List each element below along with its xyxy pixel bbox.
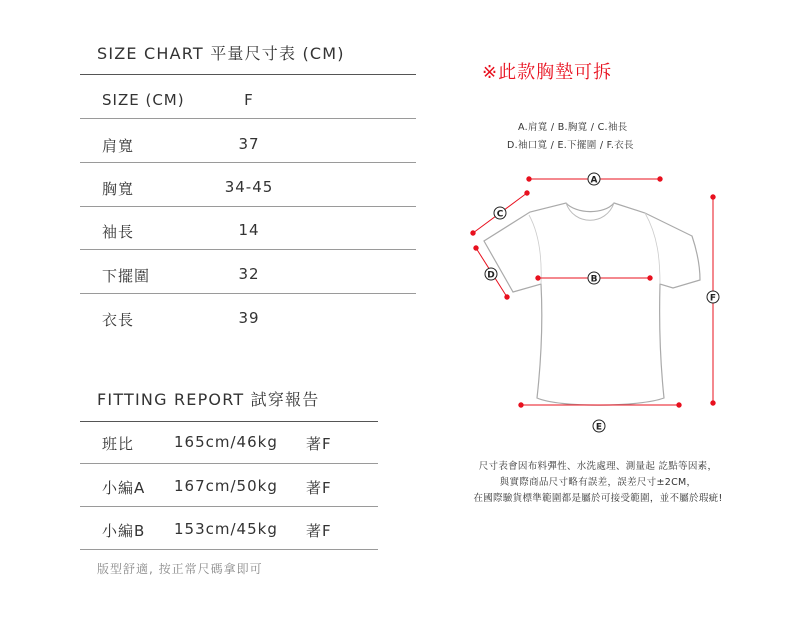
tshirt-seam: [645, 213, 660, 284]
fitting-name: 小編A: [102, 479, 146, 497]
disclaimer-line: 在國際驗貨標準範圍都是屬於可接受範圍，並不屬於瑕疵!: [473, 493, 723, 504]
disclaimer-line: 尺寸表會因布料彈性、水洗處理、測量起 訖點等因素，: [478, 461, 718, 472]
marker-b: B: [590, 274, 598, 285]
fitting-size: 著F: [306, 522, 332, 540]
measure-dot: [648, 276, 652, 280]
size-row-value: 32: [238, 265, 260, 283]
legend-line: D.袖口寬 / E.下擺圍 / F.衣長: [507, 140, 634, 151]
marker-d: D: [487, 270, 495, 281]
size-row-label: 袖長: [102, 223, 135, 241]
fitting-name: 小編B: [102, 522, 146, 540]
legend-line: A.肩寬 / B.胸寬 / C.袖長: [518, 122, 628, 133]
size-row-label: 衣長: [102, 311, 135, 329]
size-row-value: 34-45: [224, 178, 274, 196]
size-row-value: 37: [238, 135, 260, 153]
measure-dot: [527, 177, 531, 181]
size-row-value: 14: [238, 221, 260, 239]
marker-f: F: [709, 293, 717, 304]
size-row-value: 39: [238, 309, 260, 327]
fitting-size: 著F: [306, 479, 332, 497]
fitting-report-title: FITTING REPORT 試穿報告: [97, 390, 320, 409]
marker-c: C: [496, 209, 504, 220]
fitting-stats: 167cm/50kg: [174, 477, 278, 495]
measure-dot: [658, 177, 662, 181]
measure-dot: [519, 403, 523, 407]
measure-dot: [711, 195, 715, 199]
marker-e: E: [595, 422, 603, 433]
fitting-stats: 153cm/45kg: [174, 520, 278, 538]
measure-dot: [536, 276, 540, 280]
size-chart-title: SIZE CHART 平量尺寸表 (CM): [97, 44, 345, 63]
tshirt-outline: [484, 203, 700, 405]
size-row-label: 肩寬: [102, 137, 135, 155]
marker-a: A: [590, 175, 598, 186]
measure-dot: [677, 403, 681, 407]
fitting-size: 著F: [306, 435, 332, 453]
disclaimer-line: 與實際商品尺寸略有誤差，誤差尺寸±2CM，: [499, 477, 697, 488]
fitting-note: 版型舒適, 按正常尺碼拿即可: [97, 562, 263, 576]
removable-pad-note: ※此款胸墊可拆: [482, 62, 613, 83]
size-row-label: 胸寬: [102, 180, 135, 198]
size-header-value: F: [244, 91, 254, 109]
tshirt-seam: [529, 215, 541, 284]
size-header-label: SIZE (CM): [102, 91, 185, 109]
fitting-stats: 165cm/46kg: [174, 433, 278, 451]
size-row-label: 下擺圍: [102, 267, 151, 285]
measure-dot: [505, 295, 509, 299]
measure-dot: [711, 401, 715, 405]
measure-dot: [474, 246, 478, 250]
measure-dot: [471, 231, 475, 235]
measure-dot: [525, 191, 529, 195]
fitting-name: 班比: [102, 435, 135, 453]
